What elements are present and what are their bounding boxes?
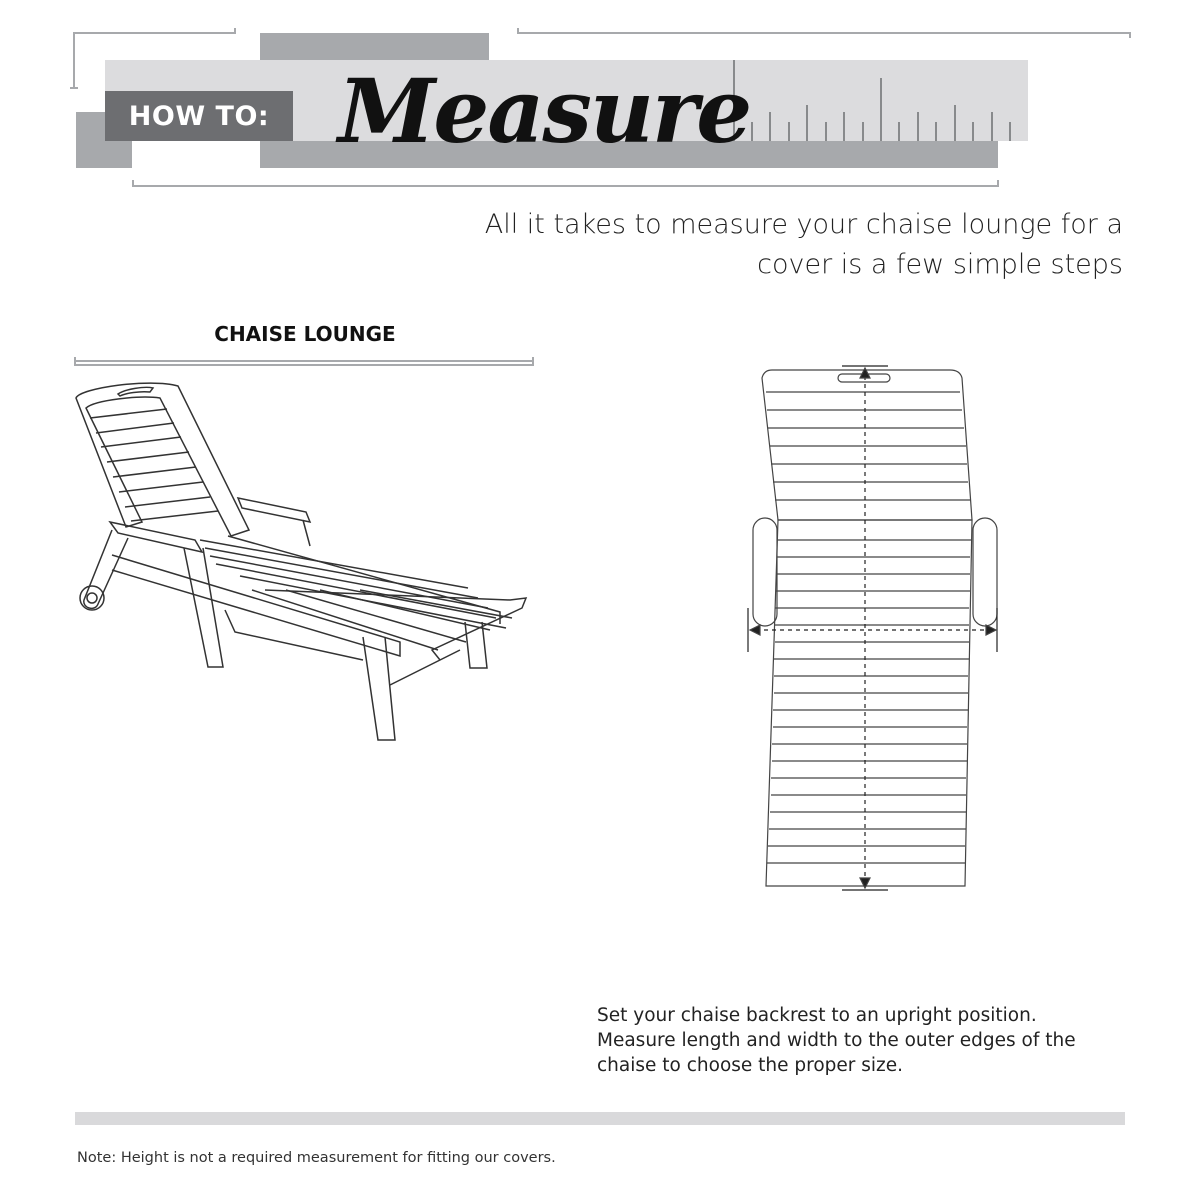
subtitle xyxy=(423,205,1123,285)
footer-note: Note: Height is not a required measurement for fitting our covers. xyxy=(77,1150,556,1166)
page-title: Measure xyxy=(338,59,751,163)
subtitle-line-2: cover is a few simple steps xyxy=(757,249,1123,280)
how-to-badge: HOW TO: xyxy=(105,91,293,141)
chaise-lounge-perspective-illustration xyxy=(76,383,526,740)
subtitle-line-1: All it takes to measure your chaise lounge for a xyxy=(484,209,1123,240)
instructions-line-2: Measure length and width to the outer edges of the xyxy=(597,1030,1076,1051)
chaise-lounge-top-view-illustration xyxy=(748,366,997,890)
instructions-line-1: Set your chaise backrest to an upright position. xyxy=(597,1005,1037,1026)
label-divider xyxy=(75,357,533,365)
instructions xyxy=(597,1003,1117,1078)
instructions-line-3: chaise to choose the proper size. xyxy=(597,1055,904,1076)
section-label: CHAISE LOUNGE xyxy=(214,322,396,346)
bottom-divider-bar xyxy=(75,1112,1125,1125)
